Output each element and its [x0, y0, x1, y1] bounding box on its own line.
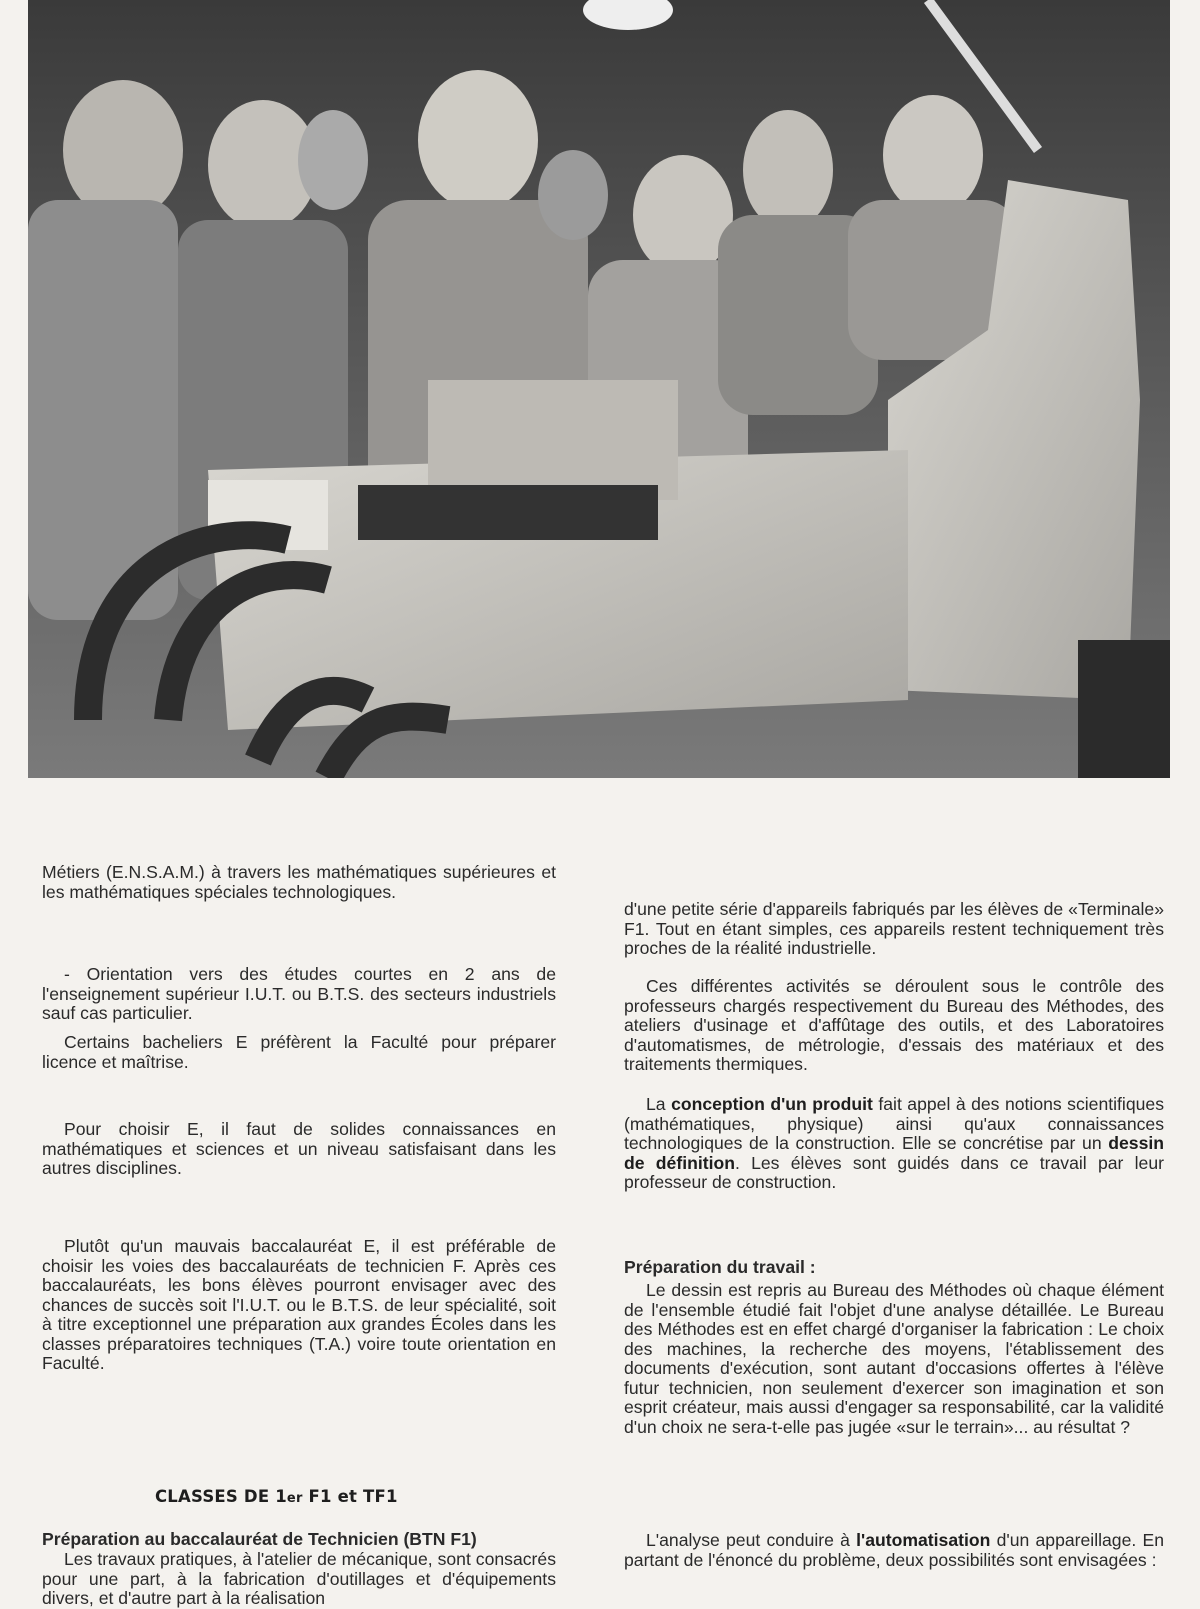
section-heading-superscript: er [286, 1491, 303, 1506]
right-subheading [624, 1258, 1164, 1278]
paragraph-text: Le dessin est repris au Bureau des Méthodes où chaque élément de l'ensemble étudié fait l'objet d'une analyse détaillée. Le Bureau des Méthodes est en effet chargé d'organiser la fabrication : Le choix des machines, la recherche des moyens, l'établissement des documents d'exécution, sont autant d'occasions offertes à l'élève futur technicien, non seulement d'exercer son imagination et son esprit créateur, mais aussi d'engager sa responsabilité, car la validité d'un choix ne sera-t-elle pas jugée «sur le terrain»... au résultat ? [624, 1280, 1164, 1437]
left-paragraph-3 [42, 1033, 556, 1072]
left-paragraph-4 [42, 1120, 556, 1179]
workshop-photo-illustration [28, 0, 1170, 778]
workshop-photo [28, 0, 1170, 778]
bold-term: l'automatisation [856, 1530, 991, 1550]
section-heading-part: CLASSES DE 1 [155, 1487, 287, 1506]
right-paragraph-1 [624, 900, 1164, 959]
section-heading-part: F1 et TF1 [302, 1487, 398, 1506]
subheading-text: Préparation du travail : [624, 1257, 816, 1277]
left-paragraph-2 [42, 965, 556, 1024]
text-run: d'un appareillage. En partant de l'énoncé du problème, deux possibilités sont envisagées : [624, 1530, 1165, 1570]
paragraph-text: d'une petite série d'appareils fabriqués par les élèves de «Terminale» F1. Tout en étant simples, ces appareils restent techniquement très proches de la réalité industrielle. [624, 899, 1164, 958]
text-run: L'analyse peut conduire à [646, 1530, 857, 1550]
paragraph-text: Pour choisir E, il faut de solides connaissances en mathématiques et sciences et un niveau satisfaisant dans les autres disciplines. [42, 1119, 556, 1178]
text-run: fait appel à des notions scientifiques (mathématiques, physique) ainsi qu'aux connaissances technologiques de la construction. Elle se concrétise par un [624, 1094, 1164, 1153]
text-run: . Les élèves sont guidés dans ce travail par leur professeur de construction. [624, 1152, 1164, 1192]
subheading-text: Préparation au baccalauréat de Technicien (BTN F1) [42, 1529, 477, 1549]
paragraph-text: - Orientation vers des études courtes en 2 ans de l'enseignement supérieur I.U.T. ou B.T.S. des secteurs industriels sauf cas particulier. [42, 964, 556, 1023]
left-paragraph-5 [42, 1237, 556, 1374]
bold-term: dessin de définition [624, 1133, 1164, 1173]
right-paragraph-2 [624, 977, 1164, 1075]
right-paragraph-4 [624, 1281, 1164, 1437]
paragraph-text: Plutôt qu'un mauvais baccalauréat E, il est préférable de choisir les voies des baccalauréats de technicien F. Après ces baccalauréats, les bons élèves pourront envisager avec des chances de succès soit l'I.U.T. ou le B.T.S. de leur spécialité, soit à titre exceptionnel une préparation aux grandes Écoles dans les classes préparatoires techniques (T.A.) voire toute orientation en Faculté. [42, 1236, 556, 1373]
paragraph-text: Certains bacheliers E préfèrent la Faculté pour préparer licence et maîtrise. [42, 1032, 556, 1072]
left-paragraph-1 [42, 863, 556, 902]
text-run: La [646, 1094, 672, 1114]
left-subheading [42, 1530, 556, 1550]
bold-term: conception d'un produit [671, 1094, 873, 1114]
paragraph-text: Métiers (E.N.S.A.M.) à travers les mathématiques supérieures et les mathématiques spéciales technologiques. [42, 862, 556, 902]
right-paragraph-3 [624, 1095, 1164, 1193]
section-heading [155, 1487, 475, 1506]
right-paragraph-5 [624, 1531, 1164, 1570]
paragraph-text: Ces différentes activités se déroulent sous le contrôle des professeurs chargés respectivement du Bureau des Méthodes, des ateliers d'usinage et d'affûtage des outils, et des Laboratoires d'automatismes, de métrologie, d'essais des matériaux et des traitements thermiques. [624, 976, 1164, 1074]
paragraph-text: Les travaux pratiques, à l'atelier de mécanique, sont consacrés pour une part, à la fabrication d'outillages et d'équipements divers, et d'autre part à la réalisation [42, 1549, 556, 1608]
